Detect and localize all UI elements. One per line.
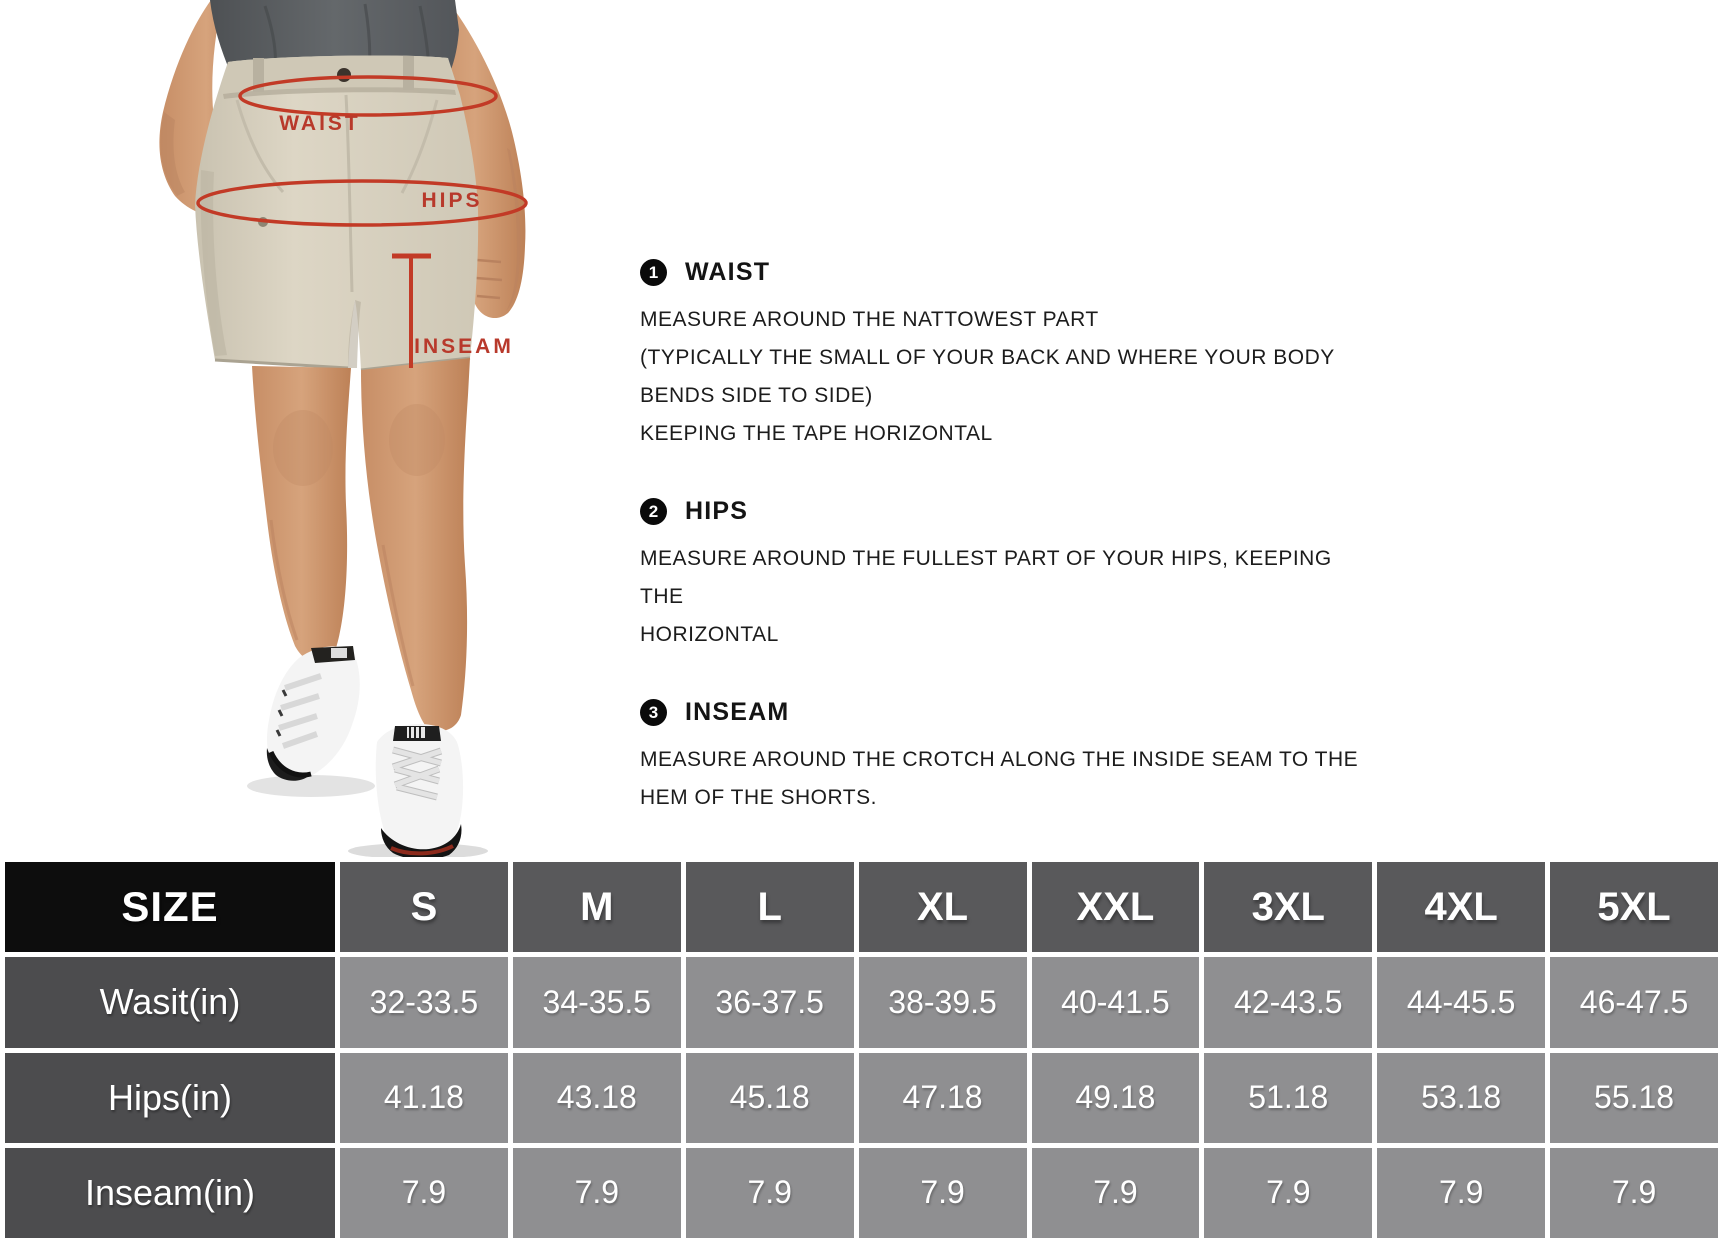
waist-value: 32-33.5 [340, 957, 508, 1047]
hips-value: 43.18 [513, 1053, 681, 1143]
waist-value: 44-45.5 [1377, 957, 1545, 1047]
right-shoe [376, 724, 463, 859]
inseam-value: 7.9 [513, 1148, 681, 1238]
size-column-header: 4XL [1377, 862, 1545, 952]
row-label-waist: Wasit(in) [5, 957, 335, 1047]
hips-annotation-label: HIPS [421, 189, 483, 212]
size-column-header: 3XL [1204, 862, 1372, 952]
size-chart-table [0, 857, 1723, 1243]
waist-value: 36-37.5 [686, 957, 854, 1047]
instruction-line: KEEPING THE TAPE HORIZONTAL [640, 422, 993, 445]
size-column-header: XL [859, 862, 1027, 952]
instruction-line: (TYPICALLY THE SMALL OF YOUR BACK AND WHERE YOUR BODY [640, 346, 1335, 369]
inseam-row [5, 1148, 1718, 1238]
waist-value: 42-43.5 [1204, 957, 1372, 1047]
shorts-button [337, 68, 351, 82]
hips-value: 41.18 [340, 1053, 508, 1143]
step-3-badge: 3 [640, 699, 667, 726]
step-2-badge: 2 [640, 498, 667, 525]
hips-row [5, 1053, 1718, 1143]
instruction-line: MEASURE AROUND THE FULLEST PART OF YOUR HIPS, KEEPING THE [640, 547, 1332, 608]
waist-value: 38-39.5 [859, 957, 1027, 1047]
inseam-instruction-section [640, 698, 1380, 817]
waist-annotation-label: WAIST [279, 112, 361, 135]
size-column-header: 5XL [1550, 862, 1718, 952]
size-column-header: L [686, 862, 854, 952]
hips-instruction-section [640, 497, 1380, 654]
step-1-badge: 1 [640, 259, 667, 286]
hips-value: 49.18 [1032, 1053, 1200, 1143]
size-chart-header-row [5, 862, 1718, 952]
instruction-line: HORIZONTAL [640, 623, 779, 646]
waist-instruction-section [640, 258, 1380, 453]
instruction-line: HEM OF THE SHORTS. [640, 786, 877, 809]
instruction-line: MEASURE AROUND THE NATTOWEST PART [640, 308, 1099, 331]
inseam-value: 7.9 [1204, 1148, 1372, 1238]
left-shoe [267, 646, 360, 781]
size-column-header: M [513, 862, 681, 952]
size-chart-corner-header: SIZE [5, 862, 335, 952]
instruction-line: MEASURE AROUND THE CROTCH ALONG THE INSIDE SEAM TO THE [640, 748, 1359, 771]
hips-section-title: HIPS [685, 497, 749, 525]
hips-value: 51.18 [1204, 1053, 1372, 1143]
size-column-header: S [340, 862, 508, 952]
instruction-line: BENDS SIDE TO SIDE) [640, 384, 873, 407]
waist-value: 46-47.5 [1550, 957, 1718, 1047]
measurement-instructions [640, 258, 1380, 861]
inseam-section-title: INSEAM [685, 698, 790, 726]
model-legs [252, 358, 470, 731]
inseam-value: 7.9 [1550, 1148, 1718, 1238]
inseam-value: 7.9 [1377, 1148, 1545, 1238]
row-label-hips: Hips(in) [5, 1053, 335, 1143]
hips-value: 45.18 [686, 1053, 854, 1143]
inseam-value: 7.9 [859, 1148, 1027, 1238]
inseam-value: 7.9 [340, 1148, 508, 1238]
waist-section-title: WAIST [685, 258, 771, 286]
inseam-value: 7.9 [686, 1148, 854, 1238]
model-shorts [195, 55, 478, 370]
inseam-value: 7.9 [1032, 1148, 1200, 1238]
inseam-annotation-label: INSEAM [414, 335, 514, 358]
row-label-inseam: Inseam(in) [5, 1148, 335, 1238]
model-photo [115, 0, 595, 860]
hips-value: 55.18 [1550, 1053, 1718, 1143]
waist-value: 34-35.5 [513, 957, 681, 1047]
size-column-header: XXL [1032, 862, 1200, 952]
hips-value: 47.18 [859, 1053, 1027, 1143]
hips-value: 53.18 [1377, 1053, 1545, 1143]
waist-row [5, 957, 1718, 1047]
waist-value: 40-41.5 [1032, 957, 1200, 1047]
